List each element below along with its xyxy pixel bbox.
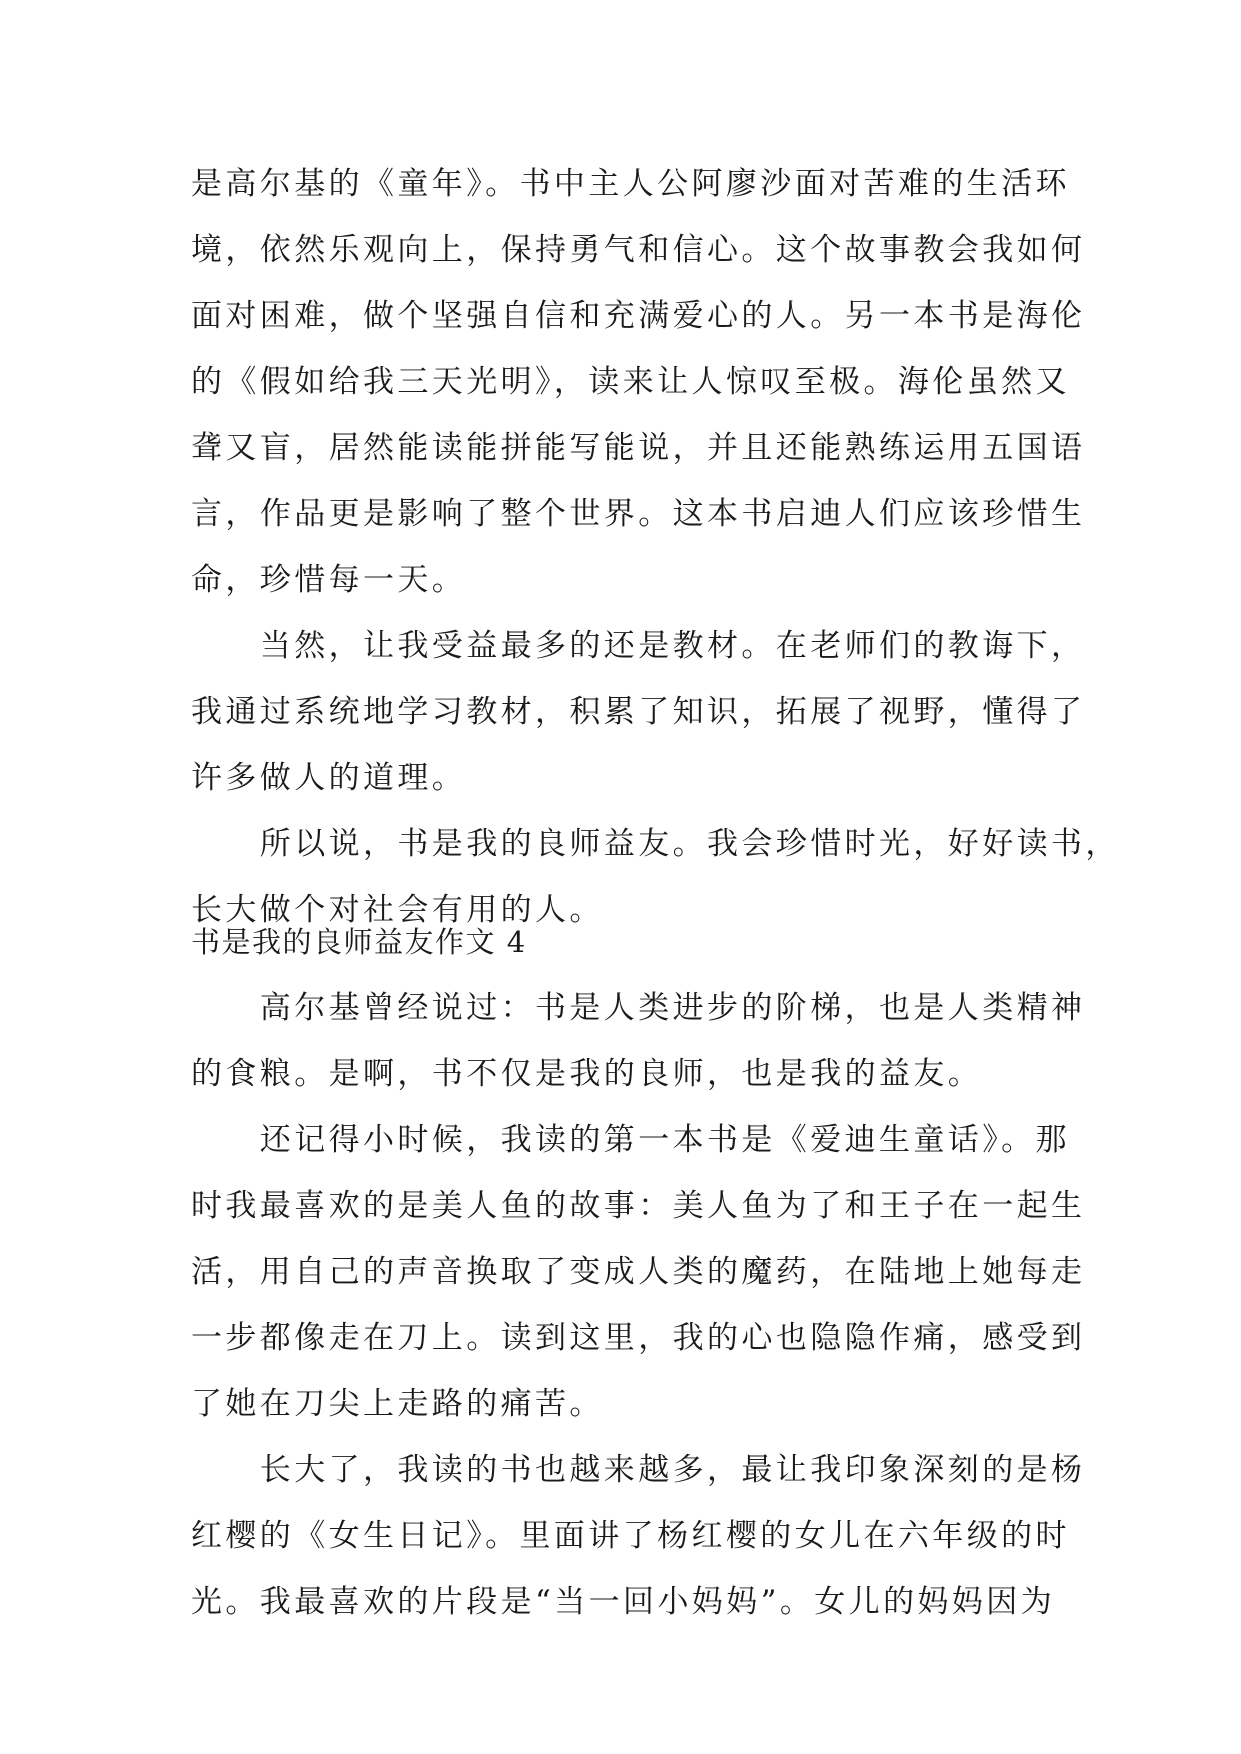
- section-2-body: [191, 975, 1086, 1635]
- text-line: 一步都像走在刀上。读到这里，我的心也隐隐作痛，感受到: [191, 1320, 1086, 1356]
- text-line: 长大做个对社会有用的人。: [191, 892, 604, 928]
- text-line: 时我最喜欢的是美人鱼的故事：美人鱼为了和王子在一起生: [191, 1188, 1086, 1224]
- text-line: 高尔基曾经说过：书是人类进步的阶梯，也是人类精神: [191, 990, 1086, 1026]
- text-line: 聋又盲，居然能读能拼能写能说，并且还能熟练运用五国语: [191, 430, 1086, 466]
- text-line: 还记得小时候，我读的第一本书是《爱迪生童话》。那: [191, 1122, 1070, 1158]
- text-line: 活，用自己的声音换取了变成人类的魔药，在陆地上她每走: [191, 1254, 1086, 1290]
- text-line: 许多做人的道理。: [191, 760, 467, 796]
- text-line: 境，依然乐观向上，保持勇气和信心。这个故事教会我如何: [191, 232, 1086, 268]
- text-line: 是高尔基的《童年》。书中主人公阿廖沙面对苦难的生活环: [191, 166, 1070, 202]
- text-line: 的食粮。是啊，书不仅是我的良师，也是我的益友。: [191, 1056, 983, 1092]
- text-line: 的《假如给我三天光明》，读来让人惊叹至极。海伦虽然又: [191, 364, 1070, 400]
- text-line: 命，珍惜每一天。: [191, 562, 467, 598]
- text-line: 了她在刀尖上走路的痛苦。: [191, 1386, 604, 1422]
- text-line: 我通过系统地学习教材，积累了知识，拓展了视野，懂得了: [191, 694, 1086, 730]
- text-line: 当然，让我受益最多的还是教材。在老师们的教诲下，: [191, 628, 1086, 664]
- section-1-body: [191, 151, 1120, 943]
- text-line: 光。我最喜欢的片段是“当一回小妈妈”。女儿的妈妈因为: [191, 1584, 1056, 1620]
- text-line: 红樱的《女生日记》。里面讲了杨红樱的女儿在六年级的时: [191, 1518, 1070, 1554]
- text-line: 言，作品更是影响了整个世界。这本书启迪人们应该珍惜生: [191, 496, 1086, 532]
- text-line: 所以说，书是我的良师益友。我会珍惜时光，好好读书，: [191, 826, 1120, 862]
- text-line: 面对困难，做个坚强自信和充满爱心的人。另一本书是海伦: [191, 298, 1086, 334]
- text-line: 长大了，我读的书也越来越多，最让我印象深刻的是杨: [191, 1452, 1086, 1488]
- section-heading: 书是我的良师益友作文 4: [191, 925, 527, 959]
